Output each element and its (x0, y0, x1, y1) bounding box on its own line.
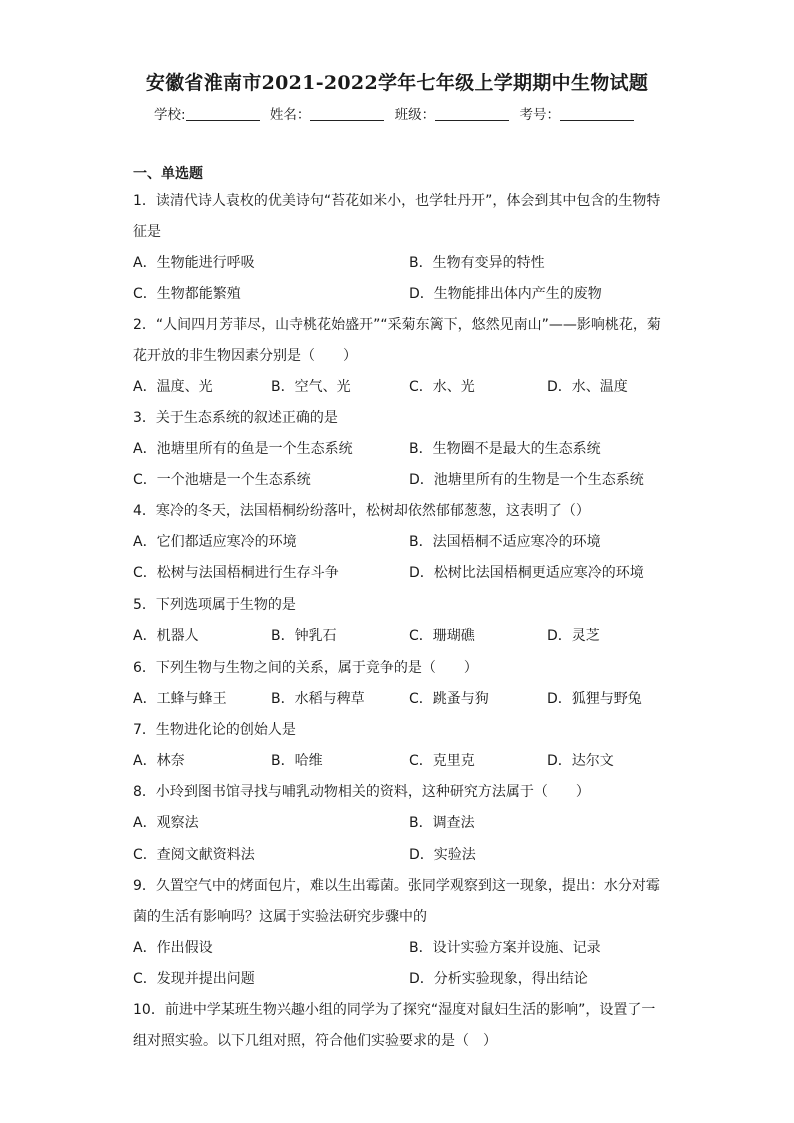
option[interactable]: B．生物有变异的特性 (409, 255, 545, 271)
option[interactable]: A．它们都适应寒冷的环境 (133, 534, 297, 550)
option[interactable]: B．钟乳石 (271, 628, 337, 644)
question-7-options (133, 746, 663, 777)
question-1: 1．读清代诗人袁枚的优美诗句“苔花如米小，也学牡丹开”，体会到其中包含的生物特征是 (133, 193, 661, 240)
question-9-options-row-1 (133, 933, 663, 964)
school-label: 学校: (154, 107, 186, 123)
option[interactable]: A．作出假设 (133, 940, 213, 956)
student-info-line (0, 103, 794, 123)
option[interactable]: C．珊瑚礁 (409, 628, 475, 644)
option[interactable]: D．松树比法国梧桐更适应寒冷的环境 (409, 565, 644, 581)
question-4-options-row-1 (133, 527, 663, 558)
option[interactable]: B．生物圈不是最大的生态系统 (409, 441, 601, 457)
number-blank[interactable] (560, 106, 634, 121)
question-8: 8．小玲到图书馆寻找与哺乳动物相关的资料，这种研究方法属于（ ） (133, 784, 590, 800)
question-6: 6．下列生物与生物之间的关系，属于竞争的是（ ） (133, 660, 478, 676)
question-2-options (133, 372, 663, 403)
class-label: 班级： (394, 107, 436, 123)
option[interactable]: D．分析实验现象，得出结论 (409, 971, 588, 987)
option[interactable]: C．一个池塘是一个生态系统 (133, 472, 311, 488)
question-3-options-row-1 (133, 434, 663, 465)
option[interactable]: A．林奈 (133, 753, 185, 769)
question-5: 5．下列选项属于生物的是 (133, 597, 296, 613)
option[interactable]: B．水稻与稗草 (271, 691, 365, 707)
option[interactable]: A．生物能进行呼吸 (133, 255, 255, 271)
question-1-options-row-1 (133, 248, 663, 279)
question-10: 10．前进中学某班生物兴趣小组的同学为了探究“湿度对鼠妇生活的影响”，设置了一组对照实验。以下几组对照，符合他们实验要求的是（ ） (133, 1002, 656, 1049)
option[interactable]: C．查阅文献资料法 (133, 847, 255, 863)
question-5-options (133, 621, 663, 652)
option[interactable]: D．灵芝 (547, 628, 600, 644)
school-blank[interactable] (186, 106, 260, 121)
option[interactable]: B．设计实验方案并设施、记录 (409, 940, 601, 956)
option[interactable]: D．狐狸与野兔 (547, 691, 642, 707)
option[interactable]: B．法国梧桐不适应寒冷的环境 (409, 534, 601, 550)
option[interactable]: A．观察法 (133, 815, 199, 831)
option[interactable]: C．发现并提出问题 (133, 971, 255, 987)
option[interactable]: A．池塘里所有的鱼是一个生态系统 (133, 441, 353, 457)
page-title: 安徽省淮南市2021-2022学年七年级上学期期中生物试题 (145, 72, 649, 94)
option[interactable]: D．池塘里所有的生物是一个生态系统 (409, 472, 644, 488)
option[interactable]: A．温度、光 (133, 379, 213, 395)
question-9-options-row-2 (133, 964, 663, 995)
question-8-options-row-2 (133, 840, 663, 871)
option[interactable]: A．机器人 (133, 628, 199, 644)
question-2: 2．“人间四月芳菲尽，山寺桃花始盛开”“采菊东篱下，悠然见南山”——影响桃花，菊花开放的非生物因素分别是（ ） (133, 317, 661, 364)
option[interactable]: D．达尔文 (547, 753, 614, 769)
option[interactable]: C．水、光 (409, 379, 475, 395)
option[interactable]: B．哈维 (271, 753, 323, 769)
option[interactable]: C．跳蚤与狗 (409, 691, 489, 707)
number-label: 考号： (519, 107, 560, 123)
option[interactable]: A．工蜂与蜂王 (133, 691, 227, 707)
question-7: 7．生物进化论的创始人是 (133, 722, 296, 738)
option[interactable]: C．松树与法国梧桐进行生存斗争 (133, 565, 339, 581)
class-blank[interactable] (435, 106, 509, 121)
option[interactable]: C．生物都能繁殖 (133, 286, 241, 302)
option[interactable]: D．生物能排出体内产生的废物 (409, 286, 602, 302)
option[interactable]: D．水、温度 (547, 379, 628, 395)
section-title: 一、单选题 (133, 166, 203, 182)
question-8-options-row-1 (133, 808, 663, 839)
question-1-options-row-2 (133, 279, 663, 310)
question-3-options-row-2 (133, 465, 663, 496)
name-blank[interactable] (310, 106, 384, 121)
question-4: 4．寒冷的冬天，法国梧桐纷纷落叶，松树却依然郁郁葱葱，这表明了（） (133, 503, 590, 519)
name-label: 姓名： (269, 107, 311, 123)
question-3: 3．关于生态系统的叙述正确的是 (133, 410, 338, 426)
option[interactable]: C．克里克 (409, 753, 475, 769)
question-4-options-row-2 (133, 558, 663, 589)
question-9: 9．久置空气中的烤面包片，难以生出霉菌。张同学观察到这一现象，提出：水分对霉菌的生活有影响吗？这属于实验法研究步骤中的 (133, 878, 660, 925)
option[interactable]: B．空气、光 (271, 379, 351, 395)
question-6-options (133, 684, 663, 715)
option[interactable]: D．实验法 (409, 847, 476, 863)
option[interactable]: B．调查法 (409, 815, 475, 831)
